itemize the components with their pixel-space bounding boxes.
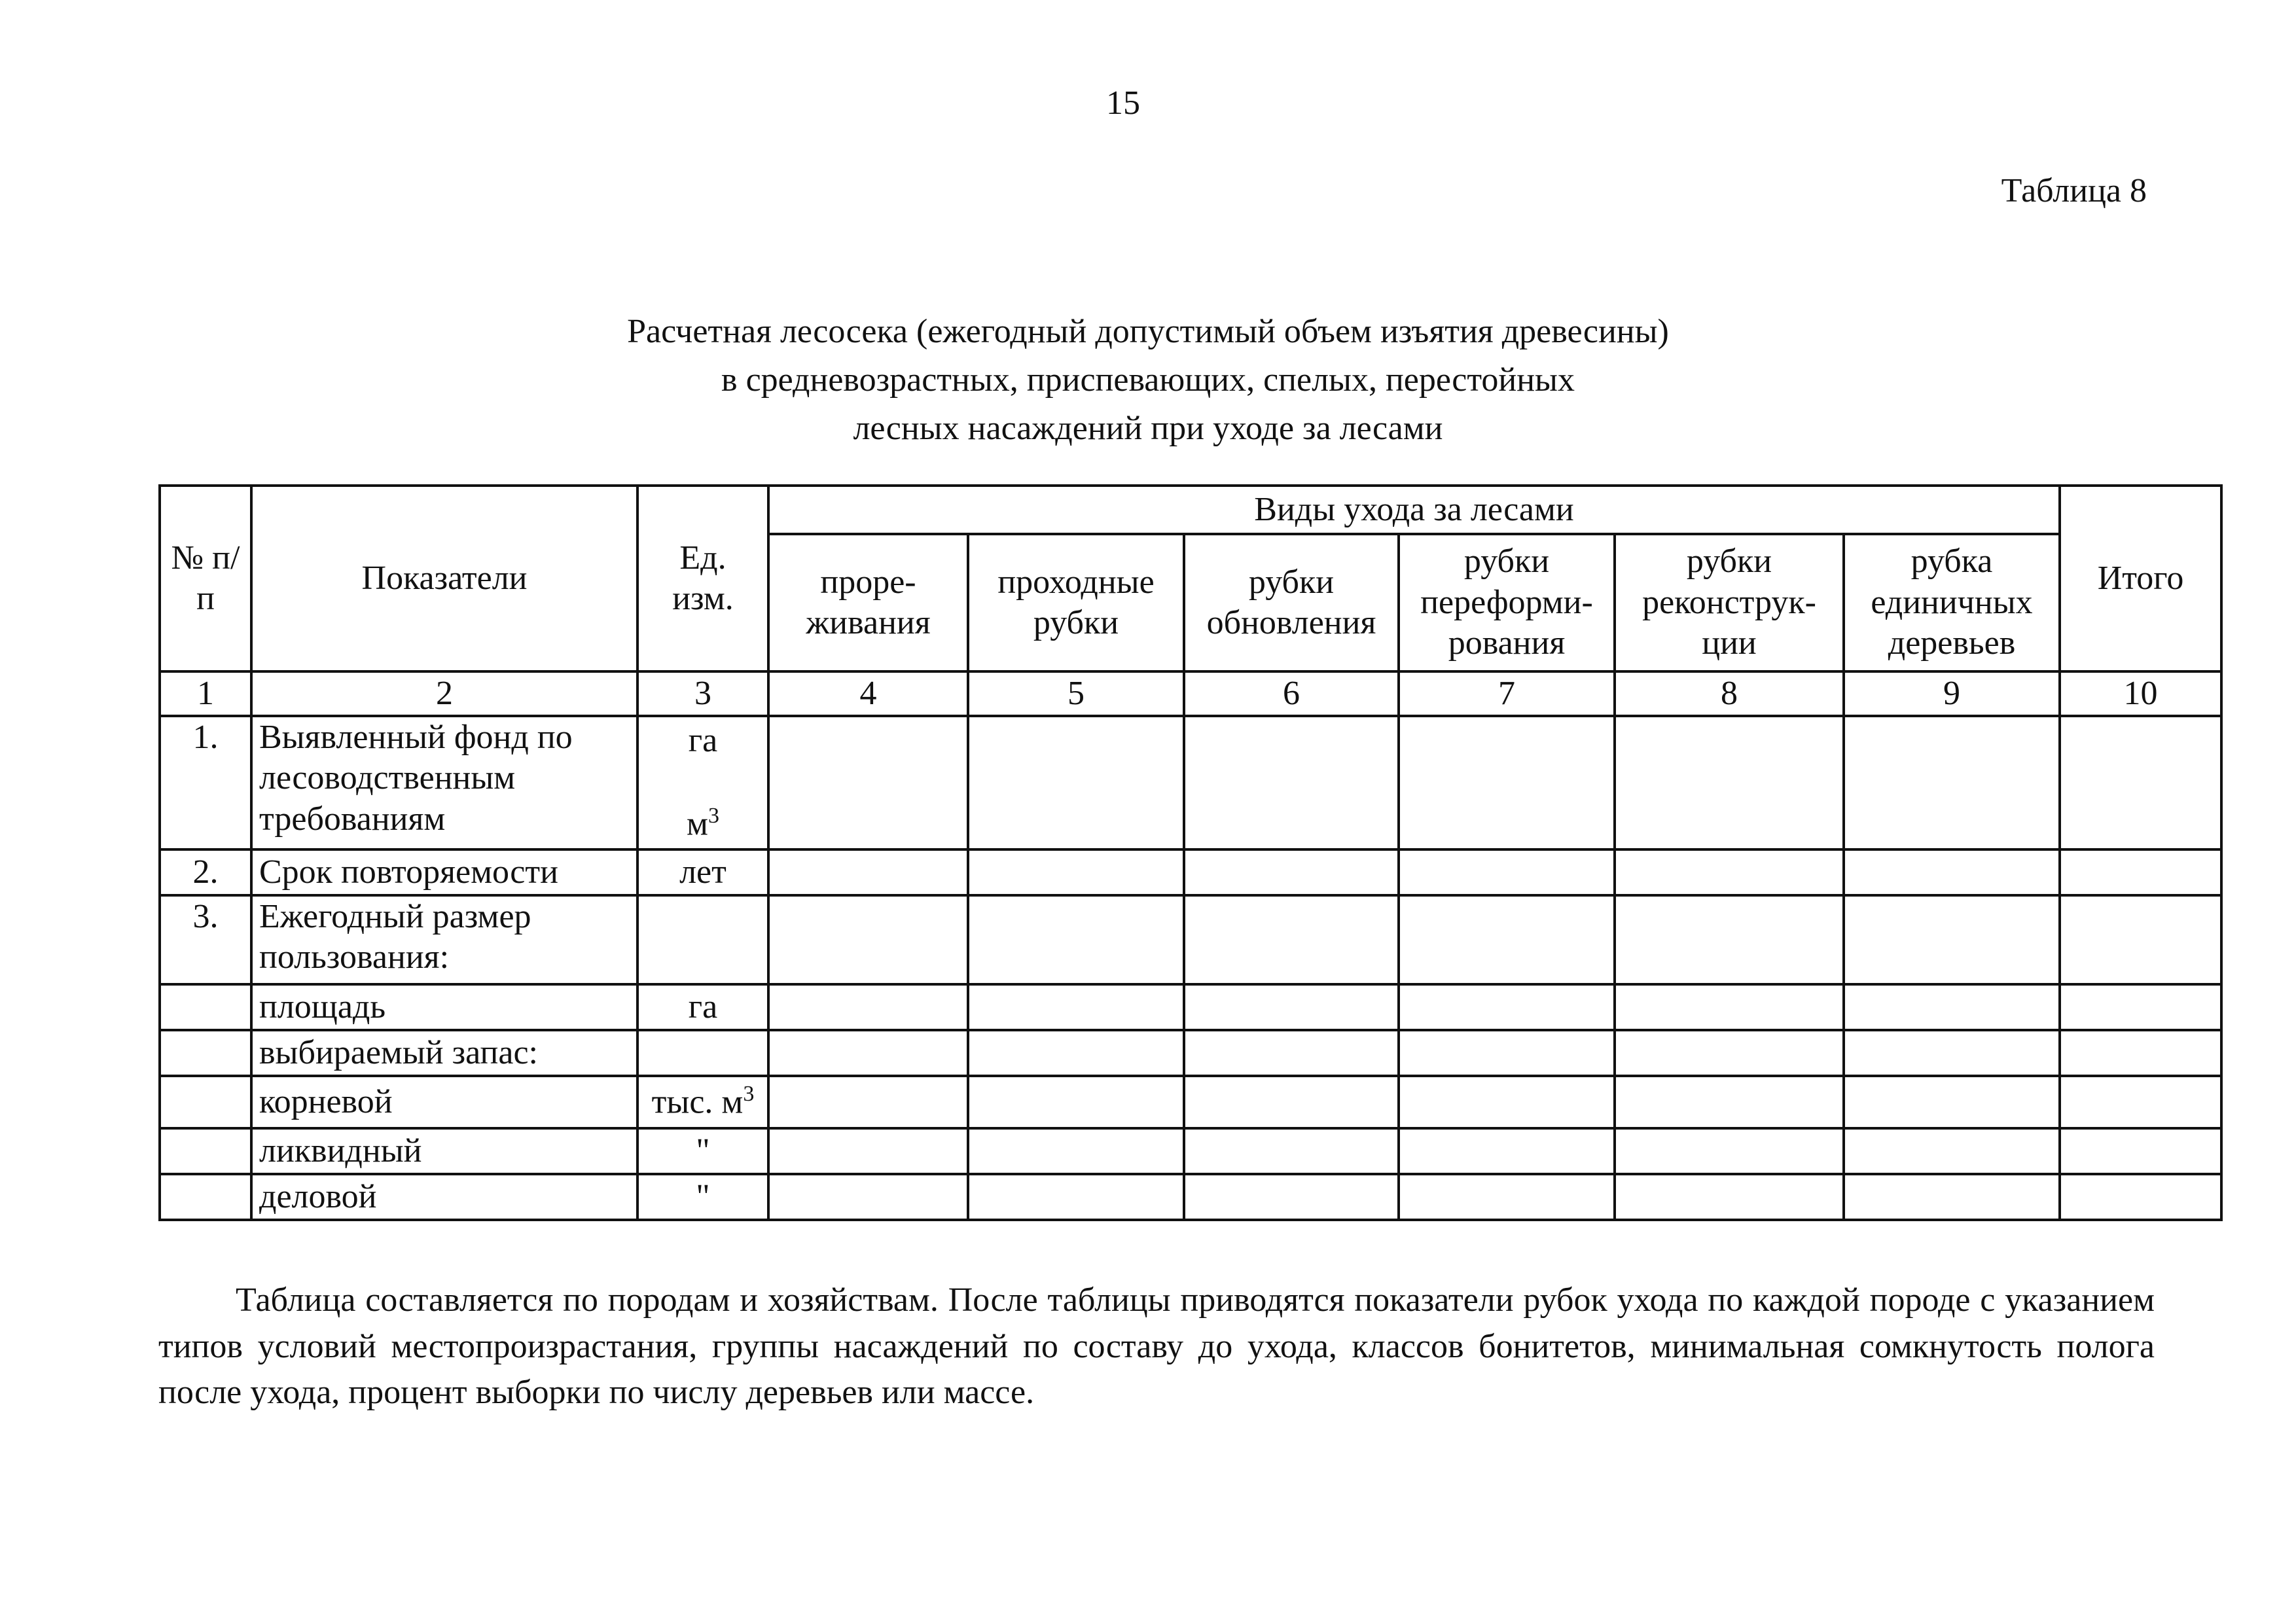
row-num: 1. — [160, 716, 251, 849]
table-title — [0, 308, 2296, 452]
row-num — [160, 1128, 251, 1174]
header-type-reconstruction-cuts: рубки реконструк-ции — [1615, 534, 1844, 671]
empty-cell — [2060, 1128, 2221, 1174]
empty-cell — [1399, 895, 1615, 984]
empty-cell — [1615, 895, 1844, 984]
empty-cell — [2060, 849, 2221, 895]
row-label: площадь — [251, 984, 637, 1030]
row-unit: тыс. $м^3$ — [637, 1076, 768, 1128]
empty-cell — [1844, 1076, 2060, 1128]
row-num — [160, 1174, 251, 1220]
row-unit: лет — [637, 849, 768, 895]
row-unit — [637, 895, 768, 984]
col-number: 8 — [1615, 671, 1844, 716]
empty-cell — [968, 1174, 1184, 1220]
empty-cell — [768, 1076, 968, 1128]
empty-cell — [1615, 1128, 1844, 1174]
empty-cell — [1184, 1174, 1399, 1220]
empty-cell — [1399, 716, 1615, 849]
row-unit — [637, 1030, 768, 1076]
empty-cell — [1844, 1128, 2060, 1174]
row-label: деловой — [251, 1174, 637, 1220]
table-row — [160, 895, 2221, 984]
empty-cell — [1844, 984, 2060, 1030]
empty-cell — [2060, 895, 2221, 984]
col-number: 4 — [768, 671, 968, 716]
empty-cell — [768, 1174, 968, 1220]
empty-cell — [1844, 1030, 2060, 1076]
unit-bottom: $м^3$ — [687, 804, 719, 843]
row-num — [160, 984, 251, 1030]
empty-cell — [2060, 716, 2221, 849]
col-number: 2 — [251, 671, 637, 716]
col-number: 10 — [2060, 671, 2221, 716]
empty-cell — [1399, 849, 1615, 895]
title-line-1: Расчетная лесосека (ежегодный допустимый объем изъятия древесины) — [627, 313, 1669, 350]
empty-cell — [1844, 849, 2060, 895]
page-number: 15 — [1106, 84, 1140, 122]
empty-cell — [1615, 849, 1844, 895]
header-num: № п/п — [160, 486, 251, 671]
table-row — [160, 849, 2221, 895]
col-number: 6 — [1184, 671, 1399, 716]
header-unit: Ед. изм. — [637, 486, 768, 671]
header-type-renewal-cuts: рубки обновления — [1184, 534, 1399, 671]
table-row — [160, 716, 2221, 849]
empty-cell — [1184, 1128, 1399, 1174]
empty-cell — [1399, 1076, 1615, 1128]
empty-cell — [968, 849, 1184, 895]
row-label: корневой — [251, 1076, 637, 1128]
empty-cell — [2060, 1174, 2221, 1220]
row-label: ликвидный — [251, 1128, 637, 1174]
table-row — [160, 1076, 2221, 1128]
row-unit: " — [637, 1128, 768, 1174]
row-label: Выявленный фонд по лесоводственным требованиям — [251, 716, 637, 849]
row-unit: га — [637, 984, 768, 1030]
row-num: 2. — [160, 849, 251, 895]
table-row — [160, 1030, 2221, 1076]
empty-cell — [2060, 984, 2221, 1030]
header-care-types-group: Виды ухода за лесами — [768, 486, 2060, 534]
title-line-3: лесных насаждений при уходе за лесами — [853, 409, 1443, 447]
empty-cell — [768, 984, 968, 1030]
unit-top: га — [688, 722, 718, 759]
row-num: 3. — [160, 895, 251, 984]
row-unit: " — [637, 1174, 768, 1220]
row-unit — [637, 716, 768, 849]
row-label: Ежегодный размер пользования: — [251, 895, 637, 984]
col-number: 9 — [1844, 671, 2060, 716]
table-label: Таблица 8 — [2001, 172, 2147, 209]
col-number: 1 — [160, 671, 251, 716]
col-number: 7 — [1399, 671, 1615, 716]
empty-cell — [768, 716, 968, 849]
empty-cell — [1184, 716, 1399, 849]
empty-cell — [1184, 1076, 1399, 1128]
header-indicators: Показатели — [251, 486, 637, 671]
empty-cell — [1184, 984, 1399, 1030]
row-label: выбираемый запас: — [251, 1030, 637, 1076]
header-total: Итого — [2060, 486, 2221, 671]
header-type-single-tree-cut: рубка единичных деревьев — [1844, 534, 2060, 671]
table-footnote: Таблица составляется по породам и хозяйствам. После таблицы приводятся показатели рубок ухода по каждой породе с указанием типов условий местопроизрастания, группы насаждений по составу до ухода, классов бонитетов, минимальная сомкнутость полога после ухода, процент выборки по числу деревьев или массе. — [158, 1281, 2155, 1412]
empty-cell — [1184, 849, 1399, 895]
empty-cell — [1844, 716, 2060, 849]
header-type-passing-cuts: проходные рубки — [968, 534, 1184, 671]
empty-cell — [1615, 1174, 1844, 1220]
header-type-thinning: проре-живания — [768, 534, 968, 671]
empty-cell — [1399, 984, 1615, 1030]
empty-cell — [2060, 1030, 2221, 1076]
empty-cell — [2060, 1076, 2221, 1128]
empty-cell — [768, 895, 968, 984]
empty-cell — [1399, 1174, 1615, 1220]
empty-cell — [1615, 1030, 1844, 1076]
empty-cell — [968, 895, 1184, 984]
empty-cell — [1844, 1174, 2060, 1220]
row-label: Срок повторяемости — [251, 849, 637, 895]
empty-cell — [1615, 1076, 1844, 1128]
col-number: 5 — [968, 671, 1184, 716]
empty-cell — [1399, 1030, 1615, 1076]
empty-cell — [968, 716, 1184, 849]
col-number: 3 — [637, 671, 768, 716]
empty-cell — [1615, 984, 1844, 1030]
row-num — [160, 1076, 251, 1128]
empty-cell — [968, 1030, 1184, 1076]
empty-cell — [1615, 716, 1844, 849]
table-row — [160, 984, 2221, 1030]
empty-cell — [768, 1128, 968, 1174]
table-row — [160, 1174, 2221, 1220]
empty-cell — [968, 1076, 1184, 1128]
empty-cell — [968, 1128, 1184, 1174]
title-line-2: в средневозрастных, приспевающих, спелых, перестойных — [721, 361, 1575, 399]
table-row — [160, 1128, 2221, 1174]
cutting-area-table — [158, 484, 2223, 1221]
empty-cell — [1399, 1128, 1615, 1174]
empty-cell — [1184, 1030, 1399, 1076]
empty-cell — [768, 1030, 968, 1076]
header-type-reforming-cuts: рубки переформи-рования — [1399, 534, 1615, 671]
empty-cell — [1184, 895, 1399, 984]
empty-cell — [768, 849, 968, 895]
empty-cell — [1844, 895, 2060, 984]
row-num — [160, 1030, 251, 1076]
empty-cell — [968, 984, 1184, 1030]
column-number-row — [160, 671, 2221, 716]
